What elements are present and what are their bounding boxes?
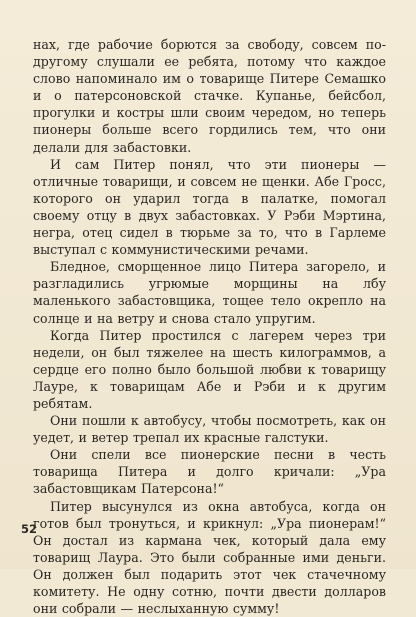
paragraph-5: Они пошли к автобусу, чтобы посмотреть, как он уедет, и ветер трепал их красные галстуки. xyxy=(33,413,386,446)
paragraph-4: Когда Питер простился с лагерем через три недели, он был тяжелее на шесть килограммов, а сердце его полно было большой любви к товарищу Лауре, к товарищам Абе и Рэби и к другим ребятам. xyxy=(33,327,386,411)
paragraph-7: Питер высунулся из окна автобуса, когда он готов был тронуться, и крикнул: „Ура пионерам!“ Он достал из кармана чек, который дала ему товарищ Лаура. Это были собранные ими деньги. Он должен был подарить этот чек стачечному комитету. Не одну сотню, почти двести долларов они собрали — неслыханную сумму! xyxy=(33,498,386,617)
paragraph-1: нах, где рабочие борются за свободу, совсем по-другому слушали ее ребята, потому что каждое слово напоминало им о товарище Питере Семашко и о патерсоновской стачке. Купанье, бейсбол, прогулки и костры шли своим чередом, но теперь пионеры больше всего гордились тем, что они делали для забастовки. xyxy=(33,37,386,155)
paragraph-6: Они спели все пионерские песни в честь товарища Питера и долго кричали: „Ура забастовщикам Патерсона!“ xyxy=(33,447,386,497)
page-text xyxy=(33,36,386,617)
page-number: 52 xyxy=(21,522,38,536)
paragraph-2: И сам Питер понял, что эти пионеры — отличные товарищи, и совсем не щенки. Абе Гросс, которого он ударил тогда в палатке, помогал своему отцу в двух забастовках. У Рэби Мэртина, негра, отец сидел в тюрьме за то, что в Гарлеме выступал с коммунистическими речами. xyxy=(33,156,386,258)
paragraph-3: Бледное, сморщенное лицо Питера загорело, и разгладились угрюмые морщины на лбу маленького забастовщика, тощее тело окрепло на солнце и на ветру и снова стало упругим. xyxy=(33,259,386,326)
